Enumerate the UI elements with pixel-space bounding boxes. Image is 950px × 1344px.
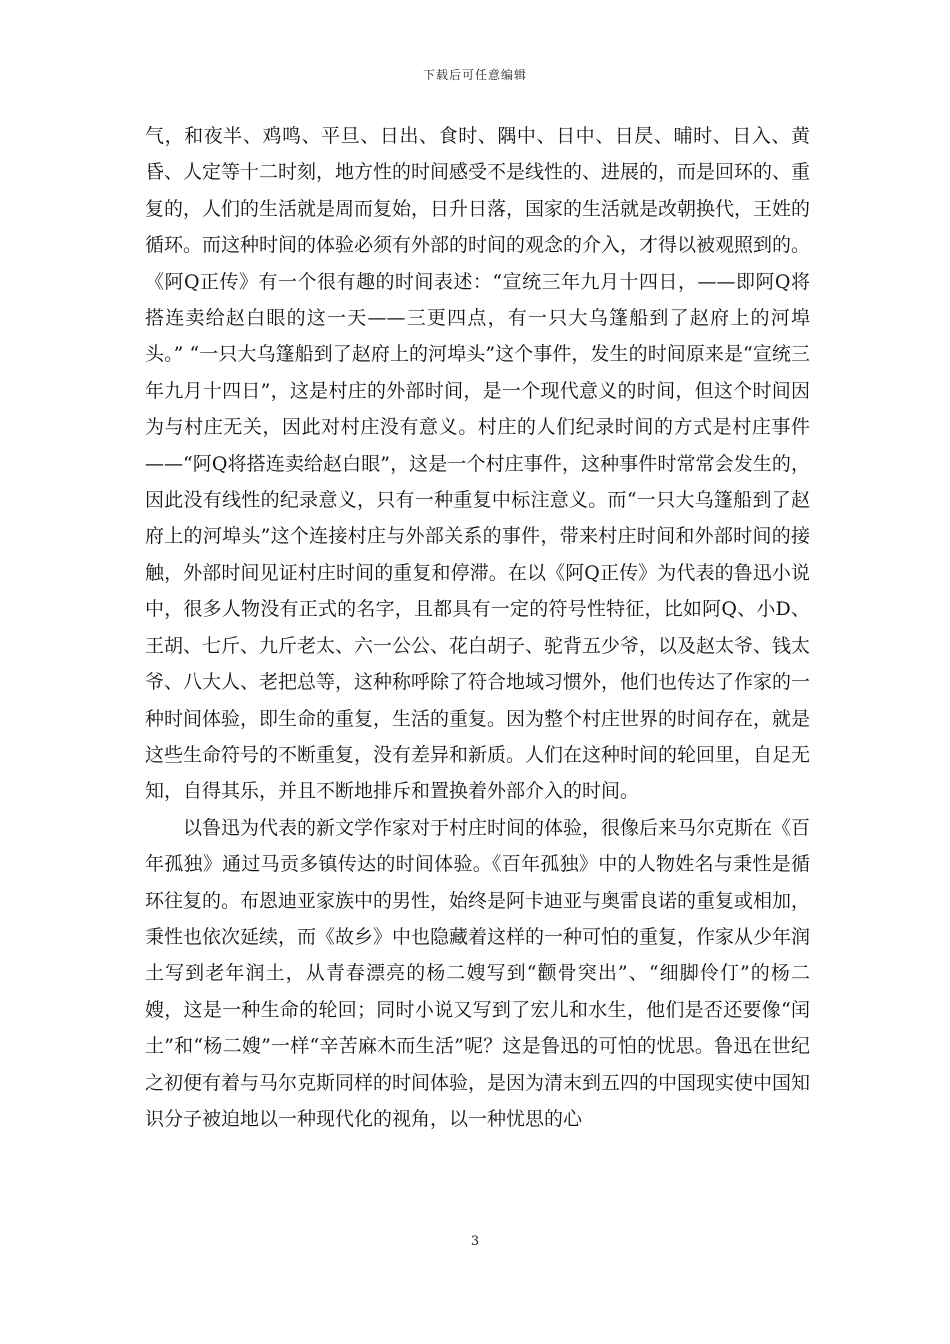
- page-number: 3: [470, 1234, 480, 1249]
- page-header: 下载后可任意编辑: [422, 68, 527, 82]
- document-body: [145, 118, 810, 1137]
- body-paragraph-2: 以鲁迅为代表的新文学作家对于村庄时间的体验，很像后来马尔克斯在《百年孤独》通过马贡多镇传达的时间体验。《百年孤独》中的人物姓名与秉性是循环往复的。布恩迪亚家族中的男性，始终是阿卡迪亚与奥雷良诺的重复或相加，秉性也依次延续，而《故乡》中也隐藏着这样的一种可怕的重复，作家从少年润土写到老年润土，从青春漂亮的杨二嫂写到“颧骨突出”、“细脚伶仃”的杨二嫂，这是一种生命的轮回；同时小说又写到了宏儿和水生，他们是否还要像“闰土”和“杨二嫂”一样“辛苦麻木而生活”呢？这是鲁迅的可怕的忧思。鲁迅在世纪之初便有着与马尔克斯同样的时间体验，是因为清末到五四的中国现实使中国知识分子被迫地以一种现代化的视角，以一种忧思的心: [145, 816, 811, 1130]
- body-paragraph-1: 气，和夜半、鸡鸣、平旦、日出、食时、隅中、日中、日昃、晡时、日入、黄昏、人定等十二时刻，地方性的时间感受不是线性的、进展的，而是回环的、重复的，人们的生活就是周而复始，日升日落，国家的生活就是改朝换代，王姓的循环。而这种时间的体验必须有外部的时间的观念的介入，才得以被观照到的。《阿Q正传》有一个很有趣的时间表述：“宣统三年九月十四日，——即阿Q将搭连卖给赵白眼的这一天——三更四点，有一只大乌篷船到了赵府上的河埠头。” “一只大乌篷船到了赵府上的河埠头”这个事件，发生的时间原来是“宣统三年九月十四日”，这是村庄的外部时间，是一个现代意义的时间，但这个时间因为与村庄无关，因此对村庄没有意义。村庄的人们纪录时间的方式是村庄事件——“阿Q将搭连卖给赵白眼”，这是一个村庄事件，这种事件时常常会发生的，因此没有线性的纪录意义，只有一种重复中标注意义。而“一只大乌篷船到了赵府上的河埠头”这个连接村庄与外部关系的事件，带来村庄时间和外部时间的接触，外部时间见证村庄时间的重复和停滞。在以《阿Q正传》为代表的鲁迅小说中，很多人物没有正式的名字，且都具有一定的符号性特征，比如阿Q、小D、王胡、七斤、九斤老太、六一公公、花白胡子、驼背五少爷，以及赵太爷、钱太爷、八大人、老把总等，这种称呼除了符合地域习惯外，他们也传达了作家的一种时间体验，即生命的重复，生活的重复。因为整个村庄世界的时间存在，就是这些生命符号的不断重复，没有差异和新质。人们在这种时间的轮回里，自足无知，自得其乐，并且不断地排斥和置换着外部介入的时间。: [145, 125, 811, 803]
